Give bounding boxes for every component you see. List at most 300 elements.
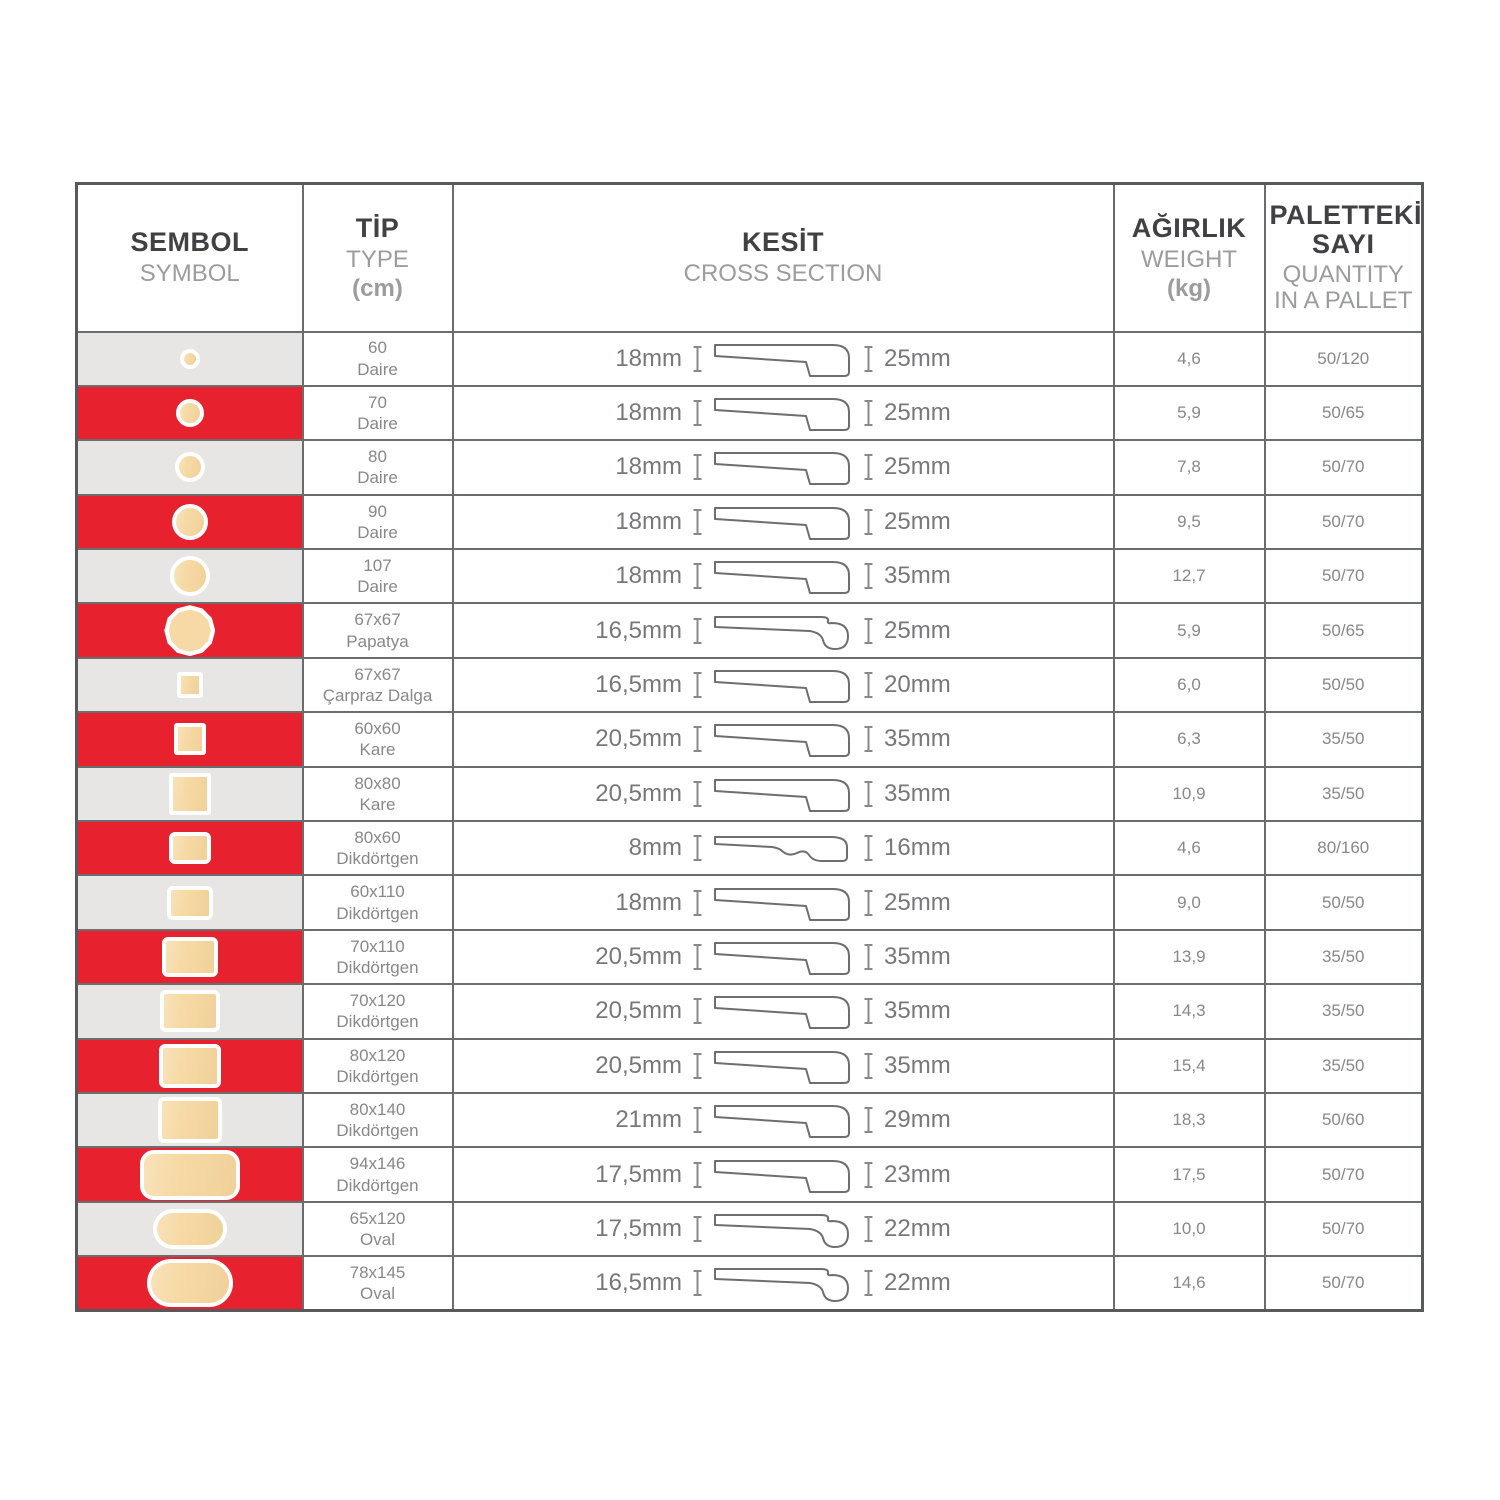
type-cell (303, 603, 453, 657)
edge-profile-icon (713, 553, 853, 599)
symbol-wrap (78, 504, 302, 540)
header-sembol-sub: SYMBOL (139, 260, 240, 288)
weight-cell: 14,3 (1114, 984, 1265, 1038)
symbol-wrap (78, 990, 302, 1032)
edge-profile-icon (713, 1260, 853, 1306)
measure-mark-icon (691, 942, 704, 972)
measure-mark-icon (691, 1051, 704, 1081)
cross-section-cell (453, 712, 1114, 766)
type-size: 94x146 (349, 1154, 406, 1174)
edge-profile-icon (713, 880, 853, 926)
measure-mark-icon (691, 779, 704, 809)
product-shape-icon (159, 1044, 221, 1088)
symbol-wrap (78, 1259, 302, 1307)
product-shape-icon (177, 672, 203, 698)
cross-section-wrap (454, 1152, 1113, 1198)
type-name: Çarpraz Dalga (322, 686, 433, 706)
header-tip (303, 184, 453, 332)
weight-cell: 5,9 (1114, 386, 1265, 440)
cross-section-cell (453, 603, 1114, 657)
cross-section-cell (453, 1256, 1114, 1310)
table-row (77, 495, 1423, 549)
edge-profile-icon (713, 390, 853, 436)
thickness-label: 20,5mm (595, 997, 682, 1025)
thickness-label: 16,5mm (595, 1269, 682, 1297)
product-shape-icon (172, 504, 208, 540)
type-name: Dikdörtgen (336, 1012, 419, 1032)
pallet-quantity-cell: 50/70 (1265, 1202, 1423, 1256)
cross-section-wrap (454, 988, 1113, 1034)
type-cell (303, 1147, 453, 1201)
edge-profile-icon (713, 608, 853, 654)
edge-height-label: 25mm (884, 888, 951, 916)
product-spec-table (75, 182, 1424, 1312)
symbol-wrap (78, 672, 302, 698)
header-sembol (77, 184, 303, 332)
edge-height-label: 16mm (884, 834, 951, 862)
cross-section-cell (453, 440, 1114, 494)
type-size: 78x145 (349, 1262, 406, 1282)
type-name: Dikdörtgen (336, 1066, 419, 1086)
thickness-label: 20,5mm (595, 779, 682, 807)
pallet-quantity-cell: 50/65 (1265, 386, 1423, 440)
cross-section-cell (453, 386, 1114, 440)
type-size: 107 (363, 556, 392, 575)
table-row (77, 1093, 1423, 1147)
type-name: Kare (359, 794, 396, 814)
measure-mark-icon (862, 452, 875, 482)
thickness-label: 16,5mm (595, 616, 682, 644)
measure-mark-icon (691, 833, 704, 863)
cross-section-cell (453, 549, 1114, 603)
cross-section-wrap (454, 336, 1113, 382)
type-cell (303, 767, 453, 821)
measure-mark-icon (691, 1160, 704, 1190)
measure-mark-icon (862, 1268, 875, 1298)
weight-cell: 10,9 (1114, 767, 1265, 821)
cross-section-cell (453, 1093, 1114, 1147)
type-cell (303, 821, 453, 875)
table-row (77, 658, 1423, 712)
measure-mark-icon (862, 1105, 875, 1135)
edge-height-label: 22mm (884, 1269, 951, 1297)
cross-section-wrap (454, 880, 1113, 926)
edge-profile-icon (713, 1097, 853, 1143)
cross-section-cell (453, 821, 1114, 875)
header-tip-unit: (cm) (352, 275, 403, 303)
cross-section-cell (453, 332, 1114, 386)
symbol-cell (77, 875, 303, 929)
measure-mark-icon (862, 616, 875, 646)
edge-profile-icon (713, 934, 853, 980)
weight-cell: 4,6 (1114, 332, 1265, 386)
edge-height-label: 29mm (884, 1106, 951, 1134)
cross-section-cell (453, 930, 1114, 984)
header-palet-main: PALETTEKİ SAYI (1269, 199, 1422, 260)
symbol-wrap (78, 1044, 302, 1088)
edge-height-label: 35mm (884, 779, 951, 807)
type-name: Daire (357, 414, 398, 434)
pallet-quantity-cell: 50/70 (1265, 549, 1423, 603)
cross-section-cell (453, 658, 1114, 712)
weight-cell: 6,0 (1114, 658, 1265, 712)
measure-mark-icon (862, 344, 875, 374)
measure-mark-icon (691, 507, 704, 537)
cross-section-wrap (454, 1206, 1113, 1252)
symbol-wrap (78, 605, 302, 656)
type-name: Dikdörtgen (336, 849, 419, 869)
header-kesit-main: KESİT (741, 227, 824, 258)
type-size: 60x60 (354, 719, 401, 739)
type-cell (303, 495, 453, 549)
type-name: Daire (357, 522, 398, 542)
header-agirlik-unit: (kg) (1167, 275, 1211, 303)
type-cell (303, 440, 453, 494)
thickness-label: 18mm (615, 399, 682, 427)
weight-cell: 14,6 (1114, 1256, 1265, 1310)
weight-cell: 6,3 (1114, 712, 1265, 766)
product-shape-icon (160, 990, 220, 1032)
weight-cell: 5,9 (1114, 603, 1265, 657)
thickness-label: 18mm (615, 453, 682, 481)
pallet-quantity-cell: 35/50 (1265, 1039, 1423, 1093)
weight-cell: 18,3 (1114, 1093, 1265, 1147)
symbol-cell (77, 712, 303, 766)
thickness-label: 21mm (615, 1106, 682, 1134)
cross-section-wrap (454, 444, 1113, 490)
edge-profile-icon (713, 499, 853, 545)
header-agirlik-sub: WEIGHT (1141, 245, 1237, 273)
symbol-cell (77, 1256, 303, 1310)
pallet-quantity-cell: 50/70 (1265, 440, 1423, 494)
product-shape-icon (169, 773, 211, 815)
thickness-label: 20,5mm (595, 942, 682, 970)
symbol-wrap (78, 452, 302, 482)
pallet-quantity-cell: 50/70 (1265, 495, 1423, 549)
type-size: 67x67 (354, 664, 401, 684)
product-shape-icon (153, 1209, 227, 1249)
symbol-cell (77, 821, 303, 875)
measure-mark-icon (862, 942, 875, 972)
type-size: 80x80 (354, 773, 401, 793)
type-size: 80x60 (354, 827, 401, 847)
thickness-label: 18mm (615, 888, 682, 916)
product-shape-icon (175, 452, 205, 482)
header-tip-main: TİP (355, 212, 400, 243)
weight-cell: 9,0 (1114, 875, 1265, 929)
cross-section-wrap (454, 1043, 1113, 1089)
edge-profile-icon (713, 825, 853, 871)
cross-section-wrap (454, 934, 1113, 980)
measure-mark-icon (691, 398, 704, 428)
cross-section-wrap (454, 608, 1113, 654)
cross-section-wrap (454, 716, 1113, 762)
measure-mark-icon (691, 724, 704, 754)
type-cell (303, 386, 453, 440)
cross-section-wrap (454, 553, 1113, 599)
measure-mark-icon (691, 561, 704, 591)
measure-mark-icon (691, 1268, 704, 1298)
type-name: Dikdörtgen (336, 957, 419, 977)
type-name: Dikdörtgen (336, 903, 419, 923)
cross-section-wrap (454, 771, 1113, 817)
edge-height-label: 25mm (884, 507, 951, 535)
type-size: 60x110 (350, 882, 405, 902)
symbol-wrap (78, 1150, 302, 1200)
table-row (77, 603, 1423, 657)
header-kesit-sub: CROSS SECTION (683, 260, 883, 288)
cross-section-wrap (454, 662, 1113, 708)
type-size: 80x140 (349, 1099, 406, 1119)
measure-mark-icon (691, 670, 704, 700)
symbol-wrap (78, 773, 302, 815)
table-row (77, 440, 1423, 494)
symbol-wrap (78, 1097, 302, 1143)
type-name: Papatya (346, 631, 409, 651)
symbol-wrap (78, 723, 302, 755)
thickness-label: 17,5mm (595, 1214, 682, 1242)
pallet-quantity-cell: 35/50 (1265, 767, 1423, 821)
weight-cell: 12,7 (1114, 549, 1265, 603)
measure-mark-icon (691, 616, 704, 646)
pallet-quantity-cell: 35/50 (1265, 930, 1423, 984)
symbol-wrap (78, 1209, 302, 1249)
edge-profile-icon (713, 444, 853, 490)
edge-profile-icon (713, 1206, 853, 1252)
header-agirlik (1114, 184, 1265, 332)
edge-height-label: 23mm (884, 1160, 951, 1188)
product-shape-icon (158, 1097, 222, 1143)
weight-cell: 13,9 (1114, 930, 1265, 984)
measure-mark-icon (862, 398, 875, 428)
measure-mark-icon (862, 1160, 875, 1190)
pallet-quantity-cell: 80/160 (1265, 821, 1423, 875)
cross-section-cell (453, 1202, 1114, 1256)
table-row (77, 549, 1423, 603)
measure-mark-icon (862, 670, 875, 700)
pallet-quantity-cell: 50/50 (1265, 658, 1423, 712)
symbol-cell (77, 1093, 303, 1147)
thickness-label: 16,5mm (595, 671, 682, 699)
product-shape-icon (167, 886, 213, 920)
measure-mark-icon (862, 561, 875, 591)
cross-section-wrap (454, 390, 1113, 436)
measure-mark-icon (862, 833, 875, 863)
edge-profile-icon (713, 662, 853, 708)
edge-height-label: 25mm (884, 616, 951, 644)
symbol-cell (77, 332, 303, 386)
table-row (77, 1039, 1423, 1093)
measure-mark-icon (862, 1214, 875, 1244)
type-size: 90 (368, 501, 387, 521)
edge-height-label: 35mm (884, 1051, 951, 1079)
cross-section-cell (453, 767, 1114, 821)
type-size: 67x67 (354, 610, 401, 630)
product-shape-icon (170, 556, 210, 596)
type-cell (303, 1093, 453, 1147)
measure-mark-icon (862, 888, 875, 918)
cross-section-cell (453, 875, 1114, 929)
cross-section-cell (453, 984, 1114, 1038)
measure-mark-icon (691, 452, 704, 482)
thickness-label: 8mm (628, 834, 682, 862)
type-cell (303, 549, 453, 603)
product-shape-icon (162, 937, 218, 977)
product-shape-icon (169, 832, 211, 864)
table-row (77, 984, 1423, 1038)
edge-height-label: 25mm (884, 344, 951, 372)
table-row (77, 712, 1423, 766)
measure-mark-icon (862, 996, 875, 1026)
pallet-quantity-cell: 35/50 (1265, 984, 1423, 1038)
weight-cell: 10,0 (1114, 1202, 1265, 1256)
symbol-cell (77, 440, 303, 494)
pallet-quantity-cell: 50/70 (1265, 1147, 1423, 1201)
thickness-label: 18mm (615, 507, 682, 535)
type-cell (303, 1039, 453, 1093)
symbol-wrap (78, 399, 302, 427)
symbol-cell (77, 1202, 303, 1256)
measure-mark-icon (862, 779, 875, 809)
cross-section-cell (453, 1039, 1114, 1093)
type-name: Daire (357, 577, 398, 597)
type-cell (303, 658, 453, 712)
type-size: 80 (368, 447, 387, 467)
product-shape-icon (174, 723, 206, 755)
table-row (77, 821, 1423, 875)
edge-profile-icon (713, 336, 853, 382)
symbol-cell (77, 930, 303, 984)
table-row (77, 767, 1423, 821)
product-shape-icon (140, 1150, 240, 1200)
table-row (77, 930, 1423, 984)
thickness-label: 17,5mm (595, 1160, 682, 1188)
edge-height-label: 25mm (884, 399, 951, 427)
product-shape-icon (164, 605, 215, 656)
type-size: 80x120 (349, 1045, 406, 1065)
thickness-label: 20,5mm (595, 1051, 682, 1079)
header-row (77, 184, 1423, 332)
edge-height-label: 22mm (884, 1214, 951, 1242)
symbol-cell (77, 767, 303, 821)
pallet-quantity-cell: 50/120 (1265, 332, 1423, 386)
symbol-wrap (78, 556, 302, 596)
cross-section-cell (453, 1147, 1114, 1201)
symbol-wrap (78, 937, 302, 977)
cross-section-wrap (454, 499, 1113, 545)
product-shape-icon (147, 1259, 233, 1307)
thickness-label: 20,5mm (595, 725, 682, 753)
type-size: 60 (368, 338, 387, 358)
product-shape-fill (169, 610, 211, 652)
cross-section-wrap (454, 1260, 1113, 1306)
thickness-label: 18mm (615, 562, 682, 590)
header-agirlik-main: AĞIRLIK (1131, 212, 1247, 243)
pallet-quantity-cell: 50/50 (1265, 875, 1423, 929)
symbol-cell (77, 984, 303, 1038)
symbol-cell (77, 549, 303, 603)
type-cell (303, 930, 453, 984)
type-size: 70x110 (350, 936, 405, 956)
product-shape-icon (180, 349, 200, 369)
type-cell (303, 332, 453, 386)
symbol-cell (77, 386, 303, 440)
edge-height-label: 25mm (884, 453, 951, 481)
edge-profile-icon (713, 771, 853, 817)
edge-height-label: 35mm (884, 725, 951, 753)
type-size: 65x120 (349, 1208, 406, 1228)
type-name: Dikdörtgen (336, 1121, 419, 1141)
symbol-cell (77, 495, 303, 549)
edge-height-label: 20mm (884, 671, 951, 699)
type-cell (303, 1202, 453, 1256)
type-size: 70x120 (349, 991, 406, 1011)
pallet-quantity-cell: 50/65 (1265, 603, 1423, 657)
pallet-quantity-cell: 50/70 (1265, 1256, 1423, 1310)
pallet-quantity-cell: 35/50 (1265, 712, 1423, 766)
table-row (77, 1147, 1423, 1201)
type-cell (303, 712, 453, 766)
type-size: 70 (368, 392, 387, 412)
type-name: Dikdörtgen (336, 1175, 419, 1195)
edge-height-label: 35mm (884, 997, 951, 1025)
symbol-cell (77, 1039, 303, 1093)
table-row (77, 875, 1423, 929)
type-cell (303, 984, 453, 1038)
header-kesit (453, 184, 1114, 332)
cross-section-wrap (454, 1097, 1113, 1143)
weight-cell: 7,8 (1114, 440, 1265, 494)
symbol-cell (77, 1147, 303, 1201)
weight-cell: 9,5 (1114, 495, 1265, 549)
cross-section-cell (453, 495, 1114, 549)
measure-mark-icon (862, 507, 875, 537)
symbol-wrap (78, 349, 302, 369)
edge-profile-icon (713, 1043, 853, 1089)
edge-profile-icon (713, 1152, 853, 1198)
type-name: Kare (359, 740, 396, 760)
table-row (77, 386, 1423, 440)
type-cell (303, 875, 453, 929)
header-palet-sub: QUANTITY IN A PALLET (1274, 261, 1413, 315)
header-tip-sub: TYPE (346, 245, 409, 273)
measure-mark-icon (691, 1105, 704, 1135)
measure-mark-icon (691, 888, 704, 918)
measure-mark-icon (691, 344, 704, 374)
type-name: Oval (360, 1284, 395, 1304)
edge-height-label: 35mm (884, 942, 951, 970)
symbol-cell (77, 603, 303, 657)
pallet-quantity-cell: 50/60 (1265, 1093, 1423, 1147)
header-sembol-main: SEMBOL (130, 227, 249, 258)
measure-mark-icon (862, 1051, 875, 1081)
edge-profile-icon (713, 988, 853, 1034)
thickness-label: 18mm (615, 344, 682, 372)
measure-mark-icon (691, 996, 704, 1026)
header-palet (1265, 184, 1423, 332)
table-row (77, 1202, 1423, 1256)
measure-mark-icon (862, 724, 875, 754)
type-name: Daire (357, 359, 398, 379)
type-cell (303, 1256, 453, 1310)
type-name: Daire (357, 468, 398, 488)
table-row (77, 332, 1423, 386)
symbol-cell (77, 658, 303, 712)
symbol-wrap (78, 886, 302, 920)
product-shape-icon (176, 399, 204, 427)
type-name: Oval (360, 1229, 395, 1249)
weight-cell: 17,5 (1114, 1147, 1265, 1201)
